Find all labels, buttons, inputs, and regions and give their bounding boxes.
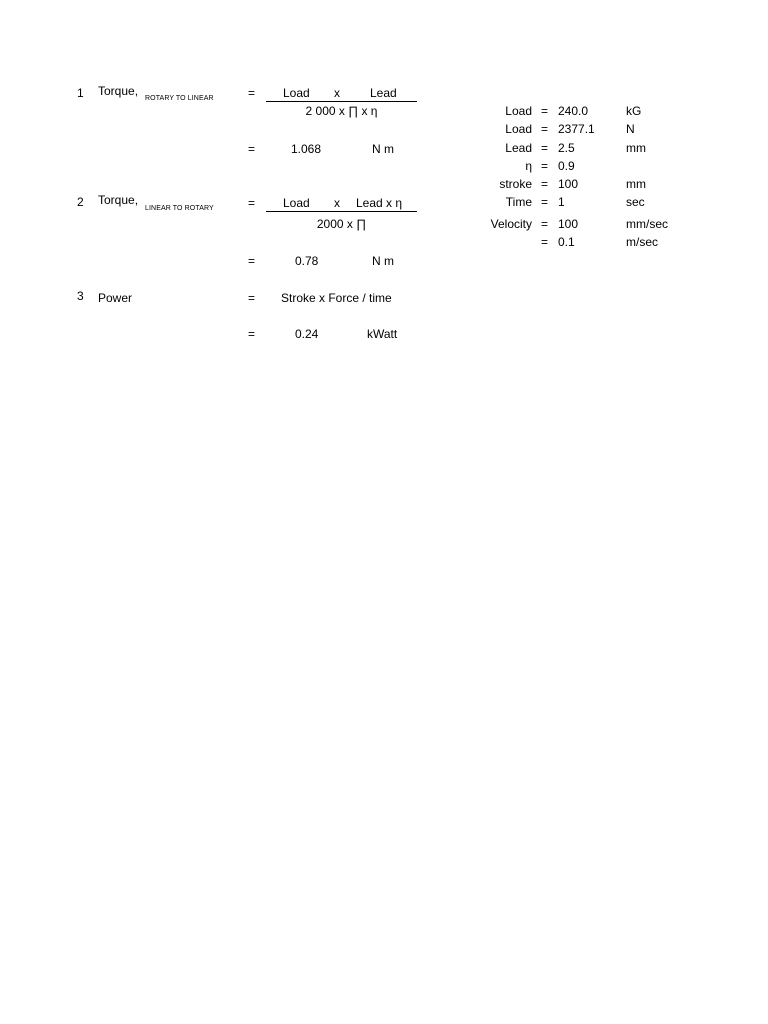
formula-number: 3: [77, 289, 84, 303]
result-value: 0.78: [295, 254, 319, 268]
param-name: Load: [505, 104, 532, 118]
fraction-bar: [266, 101, 417, 102]
param-unit: mm: [626, 177, 646, 191]
param-name: stroke: [499, 177, 532, 191]
formula-label: Torque,: [98, 84, 139, 98]
param-name: Time: [505, 195, 532, 209]
denominator: 2 000 x ∏ x η: [305, 104, 378, 118]
param-value: 240.0: [558, 104, 589, 118]
param-unit: mm: [626, 141, 646, 155]
power-expression: Stroke x Force / time: [281, 291, 392, 305]
numerator-multiply: x: [334, 86, 340, 100]
param-equals: =: [541, 177, 549, 191]
param-equals: =: [541, 122, 549, 136]
param-value: 2.5: [558, 141, 575, 155]
numerator-lead-eta: Lead x η: [356, 196, 403, 210]
param-unit: N: [626, 122, 635, 136]
param-value: 1: [558, 195, 565, 209]
param-name: Velocity: [490, 217, 532, 231]
param-value: 2377.1: [558, 122, 595, 136]
param-value: 100: [558, 217, 579, 231]
formula-subscript: LINEAR TO ROTARY: [145, 205, 214, 212]
param-equals: =: [541, 195, 549, 209]
result-value: 1.068: [291, 142, 322, 156]
param-equals: =: [541, 104, 549, 118]
param-name: Load: [505, 122, 532, 136]
equals-sign: =: [248, 327, 256, 341]
formula-number: 1: [77, 86, 84, 100]
equals-sign: =: [248, 196, 256, 210]
denominator: 2000 x ∏: [316, 217, 367, 231]
param-unit: m/sec: [626, 235, 659, 249]
numerator-lead: Lead: [370, 86, 397, 100]
result-unit: kWatt: [367, 327, 398, 341]
param-unit: sec: [626, 195, 645, 209]
numerator-multiply: x: [334, 196, 340, 210]
equals-sign: =: [248, 291, 256, 305]
formula-subscript: ROTARY TO LINEAR: [145, 95, 214, 102]
param-name: Lead: [505, 141, 532, 155]
result-unit: N m: [372, 254, 394, 268]
result-unit: N m: [372, 142, 394, 156]
formula-label: Power: [98, 291, 133, 305]
equals-sign: =: [248, 254, 256, 268]
formula-number: 2: [77, 195, 84, 209]
param-equals: =: [541, 141, 549, 155]
equals-sign: =: [248, 86, 256, 100]
param-unit: kG: [626, 104, 642, 118]
param-equals: =: [541, 217, 549, 231]
result-value: 0.24: [295, 327, 319, 341]
numerator-load: Load: [283, 86, 310, 100]
param-value: 0.1: [558, 235, 575, 249]
fraction-bar: [266, 211, 417, 212]
param-unit: mm/sec: [626, 217, 668, 231]
param-equals: =: [541, 159, 549, 173]
numerator-load: Load: [283, 196, 310, 210]
formula-label: Torque,: [98, 193, 139, 207]
param-equals: =: [541, 235, 549, 249]
param-value: 100: [558, 177, 579, 191]
equals-sign: =: [248, 142, 256, 156]
param-value: 0.9: [558, 159, 575, 173]
param-name: η: [525, 159, 532, 173]
